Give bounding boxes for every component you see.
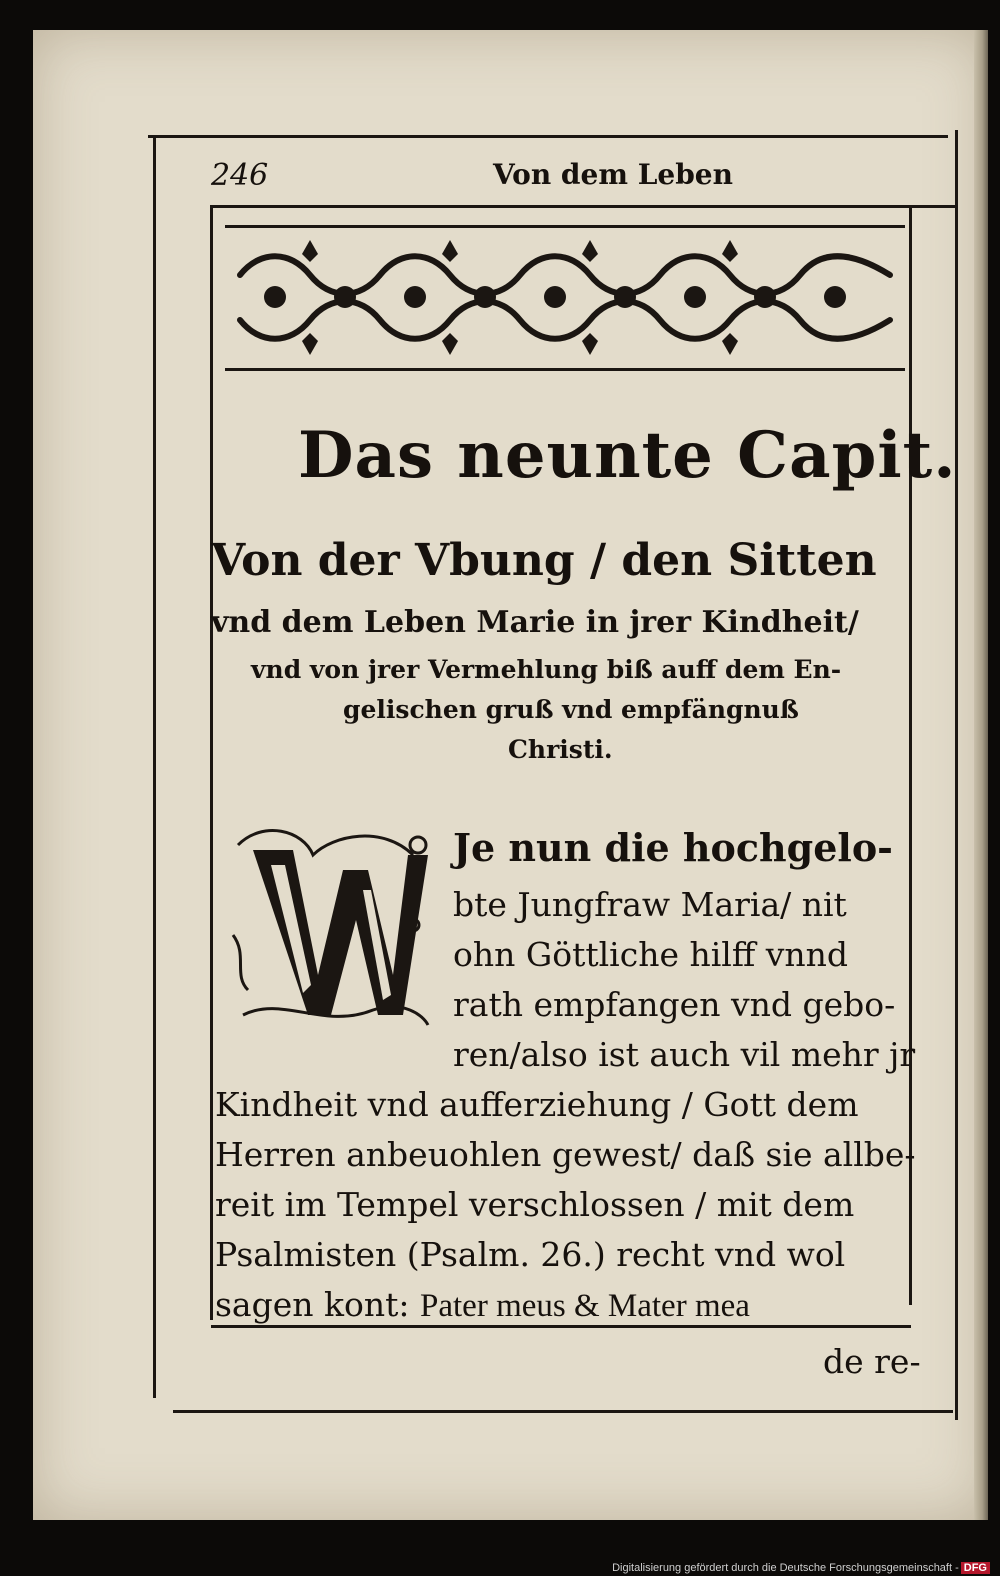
body-line-5 <box>215 1285 750 1325</box>
running-head: Von dem Leben <box>493 158 733 191</box>
body-line-5-prefix: sagen kont: <box>215 1285 410 1324</box>
decorated-initial-w-icon <box>223 815 438 1040</box>
body-line-2: Herren anbeuohlen gewest/ daß sie allbe- <box>215 1135 916 1174</box>
header-rule <box>211 205 956 208</box>
body-line-1: Kindheit vnd aufferziehung / Gott dem <box>215 1085 859 1124</box>
body-line-5-latin: Pater meus & Mater mea <box>420 1288 750 1324</box>
page-edge <box>974 30 988 1520</box>
subtitle-line-2: vnd dem Leben Marie in jrer Kindheit/ <box>211 605 859 640</box>
initial-line-1: Je nun die hochgelo- <box>453 825 893 870</box>
initial-line-4: rath empfangen vnd gebo- <box>453 985 896 1024</box>
initial-line-2: bte Jungfraw Maria/ nit <box>453 885 847 924</box>
text-bottom-rule <box>211 1325 911 1328</box>
page-number: 246 <box>211 158 269 193</box>
subtitle-line-3: vnd von jrer Vermehlung biß auff dem En- <box>251 655 842 684</box>
subtitle-line-1: Von der Vbung / den Sitten <box>211 535 877 586</box>
bottom-rule <box>173 1410 953 1413</box>
outer-left-rule <box>153 138 156 1398</box>
catchword: de re- <box>823 1342 921 1381</box>
ornament-rule-top <box>225 225 905 228</box>
top-rule <box>148 135 948 138</box>
initial-line-5: ren/also ist auch vil mehr jr <box>453 1035 916 1074</box>
initial-line-3: ohn Göttliche hilff vnnd <box>453 935 849 974</box>
footer-text: Digitalisierung gefördert durch die Deutsche Forschungsgemeinschaft - <box>612 1562 959 1574</box>
digitization-footer <box>612 1562 990 1574</box>
body-line-4: Psalmisten (Psalm. 26.) recht vnd wol <box>215 1235 846 1274</box>
subtitle-line-4: gelischen gruß vnd empfängnuß <box>343 695 799 724</box>
subtitle-line-5: Christi. <box>508 735 613 764</box>
outer-right-rule <box>955 130 958 1420</box>
chapter-title: Das neunte Capit. <box>298 418 957 493</box>
ornamental-band-icon <box>230 230 900 365</box>
inner-left-rule <box>210 205 213 1320</box>
body-line-3: reit im Tempel verschlossen / mit dem <box>215 1185 855 1224</box>
ornament-rule-bottom <box>225 368 905 371</box>
dfg-logo: DFG <box>961 1562 990 1574</box>
book-page <box>33 30 988 1520</box>
